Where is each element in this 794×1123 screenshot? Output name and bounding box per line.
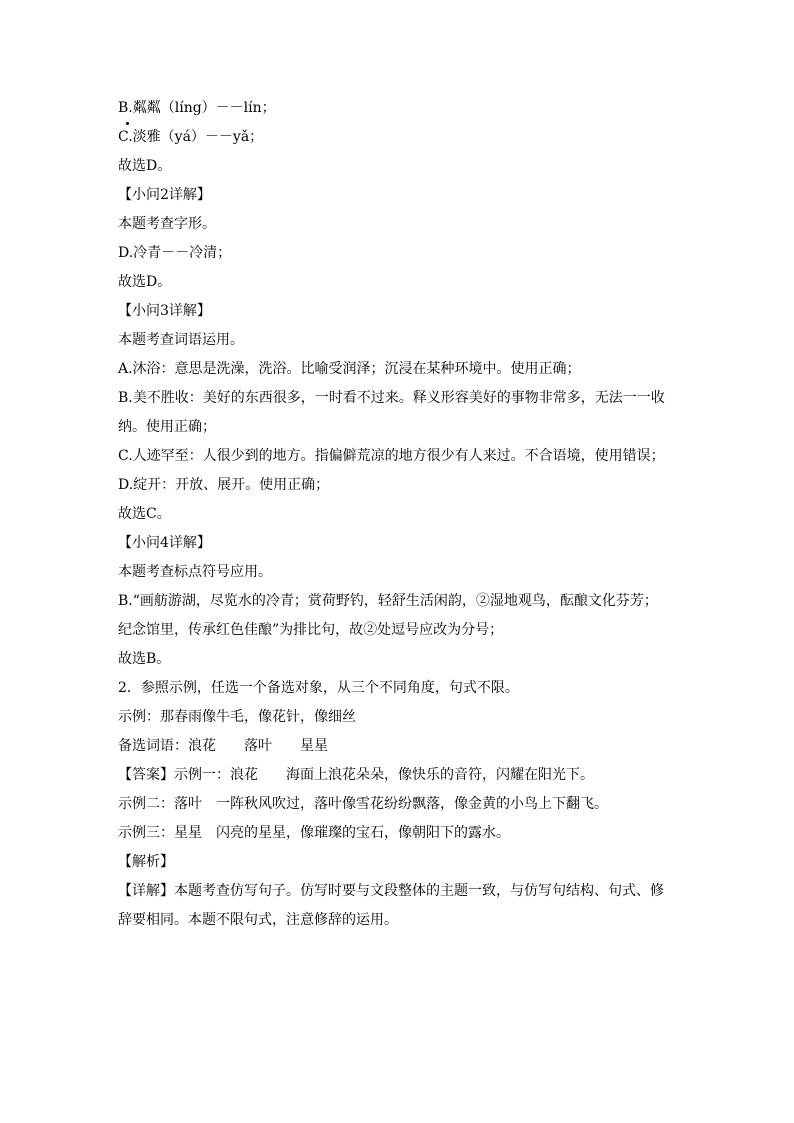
text-line-9: 本题考查词语运用。 [118,332,244,348]
text-line-23: 备选词语：浪花 落叶 星星 [118,738,328,754]
text-line-2: C.淡雅（yá）－－yǎ； [118,129,264,145]
section-heading: 【小问3详解】 [118,303,211,319]
section-heading: 【小问2详解】 [118,187,211,203]
text-line-29: 辞要相同。本题不限句式，注意修辞的运用。 [118,912,398,928]
text-line-20: 故选B。 [118,651,171,667]
text-line-3: 故选D。 [118,158,172,174]
text-line-15: 故选C。 [118,506,171,522]
text-line-11: B.美不胜收：美好的东西很多，一时看不过来。释义形容美好的事物非常多，无法一一收 [118,390,665,406]
document-page [118,100,678,941]
text-line-1 [118,100,678,117]
section-heading: 【小问4详解】 [118,535,211,551]
text-line-7: 故选D。 [118,274,172,290]
text-line-26: 示例三：星星 闪亮的星星，像璀璨的宝石，像朝阳下的露水。 [118,825,510,841]
text-line-19: 纪念馆里，传承红色佳酿”为排比句，故②处逗号应改为分号； [118,622,504,638]
text-line-28: 【详解】本题考查仿写句子。仿写时要与文段整体的主题一致，与仿写句结构、句式、修 [118,883,664,899]
text-line-22: 示例：那春雨像牛毛，像花针，像细丝 [118,709,356,725]
emphasis-dot [126,122,129,125]
text-line-17: 本题考查标点符号应用。 [118,564,272,580]
analysis-heading: 【解析】 [118,854,174,870]
text-line-12: 纳。使用正确； [118,419,216,435]
line-text: B.粼粼（líng）－－lín； [118,100,276,116]
text-line-25: 示例二：落叶 一阵秋风吹过，落叶像雪花纷纷飘落，像金黄的小鸟上下翻飞。 [118,796,608,812]
question-2: 2．参照示例，任选一个备选对象，从三个不同角度，句式不限。 [118,680,519,696]
text-line-10: A.沐浴：意思是洗澡，洗浴。比喻受润泽；沉浸在某种环境中。使用正确； [118,361,581,377]
text-line-6: D.冷青－－冷清； [118,245,232,261]
text-line-18: B.“画舫游湖，尽览水的冷青；赏荷野钓，轻舒生活闲韵，②湿地观鸟，酝酿文化芬芳； [118,593,658,609]
answer-line: 【答案】示例一：浪花 海面上浪花朵朵，像快乐的音符，闪耀在阳光下。 [118,767,594,783]
text-line-5: 本题考查字形。 [118,216,216,232]
text-line-13: C.人迹罕至：人很少到的地方。指偏僻荒凉的地方很少有人来过。不合语境，使用错误； [118,448,665,464]
text-line-14: D.绽开：开放、展开。使用正确； [118,477,330,493]
